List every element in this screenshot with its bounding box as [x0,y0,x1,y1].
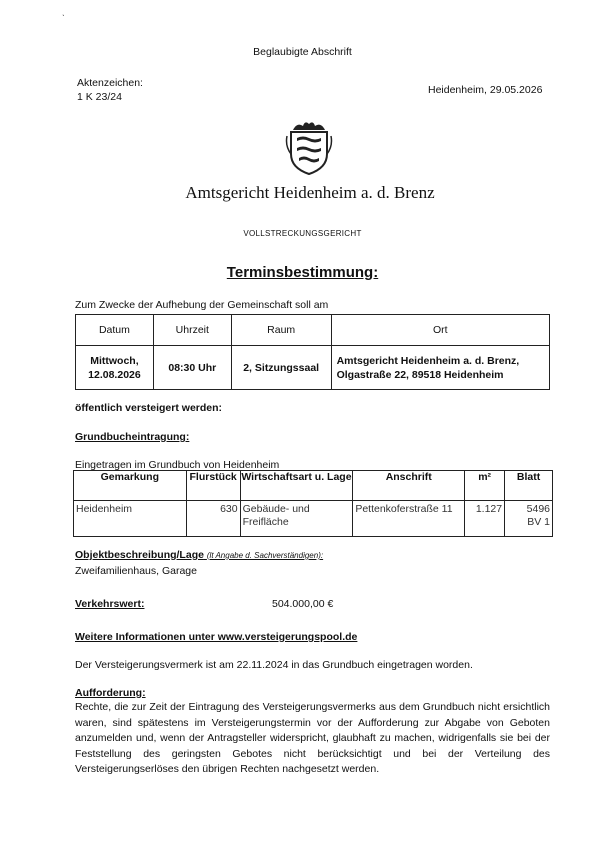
appointment-place-line2: Olgastraße 22, 89518 Heidenheim [336,368,504,381]
appointment-time: 08:30 Uhr [153,346,231,390]
request-text: Rechte, die zur Zeit der Eintragung des Versteigerungsvermerks aus dem Grundbuch nicht ersichtlich waren, sind spätestens im Versteigerungstermin vor der Aufforderung zur Abgabe von Geboten anzumelden und, wenn der Antragsteller widerspricht, glaubhaft zu machen, widrigenfalls sie bei der Feststellung des geringsten Gebotes nicht berücksichtigt und bei der Verteilung des Versteigerungserlöses den übrigen Rechten nachgesetzt werden. [75,701,550,776]
stray-mark: ˎ [62,6,65,16]
cell-gemarkung: Heidenheim [74,501,187,537]
cell-blatt-number: 5496 [526,503,550,515]
header-gemarkung: Gemarkung [74,471,187,501]
cell-m2: 1.127 [465,501,505,537]
place-date: Heidenheim, 29.05.2026 [428,84,543,96]
request-heading: Aufforderung: [75,687,146,699]
header-room: Raum [231,315,331,346]
auction-statement: öffentlich versteigert werden: [75,402,223,414]
cell-wirtschaftsart: Gebäude- und Freifläche [240,501,353,537]
court-department: VOLLSTRECKUNGSGERICHT [243,229,362,238]
register-note: Der Versteigerungsvermerk ist am 22.11.2024 in das Grundbuch eingetragen worden. [75,659,473,671]
cell-flurstueck: 630 [186,501,240,537]
appointment-table [75,314,550,390]
header-place: Ort [331,315,549,346]
object-heading-label: Objektbeschreibung/Lage [75,549,204,561]
object-description: Zweifamilienhaus, Garage [75,565,197,577]
land-register-heading: Grundbucheintragung: [75,431,190,443]
header-wirtschaftsart: Wirtschaftsart u. Lage [240,471,353,501]
header-m2: m² [465,471,505,501]
header-anschrift: Anschrift [353,471,465,501]
cell-anschrift: Pettenkoferstraße 11 [353,501,465,537]
object-heading-note: (lt Angabe d. Sachverständigen): [206,551,324,560]
appointment-place [331,346,549,390]
header-time: Uhrzeit [153,315,231,346]
file-reference-label: Aktenzeichen: [77,77,143,89]
appointment-header-row [76,315,550,346]
cell-blatt [505,501,553,537]
land-register-note: Eingetragen im Grundbuch von Heidenheim [75,459,280,471]
header-blatt: Blatt [505,471,553,501]
appointment-data-row [76,346,550,390]
land-register-header-row [74,471,553,501]
intro-text: Zum Zwecke der Aufhebung der Gemeinschaft soll am [75,299,329,311]
appointment-room: 2, Sitzungssaal [231,346,331,390]
header-date: Datum [76,315,154,346]
more-info-link-text: Weitere Informationen unter www.versteigerungspool.de [75,631,358,643]
appointment-date [76,346,154,390]
certified-copy-label: Beglaubigte Abschrift [253,46,352,58]
header-flurstueck: Flurstück [186,471,240,501]
cell-blatt-bv: BV 1 [527,516,550,528]
market-value-label: Verkehrswert: [75,598,145,610]
coat-of-arms-icon [285,118,333,176]
land-register-table [73,470,553,537]
file-reference-value: 1 K 23/24 [77,91,122,103]
appointment-place-line1: Amtsgericht Heidenheim a. d. Brenz, [336,354,520,367]
market-value-amount: 504.000,00 € [272,598,334,610]
appointment-day: 12.08.2026 [88,368,141,381]
court-name: Amtsgericht Heidenheim a. d. Brenz [185,183,435,202]
appointment-weekday: Mittwoch, [90,354,139,367]
document-title: Terminsbestimmung: [226,264,379,281]
object-heading [75,549,323,561]
land-register-row [74,501,553,537]
